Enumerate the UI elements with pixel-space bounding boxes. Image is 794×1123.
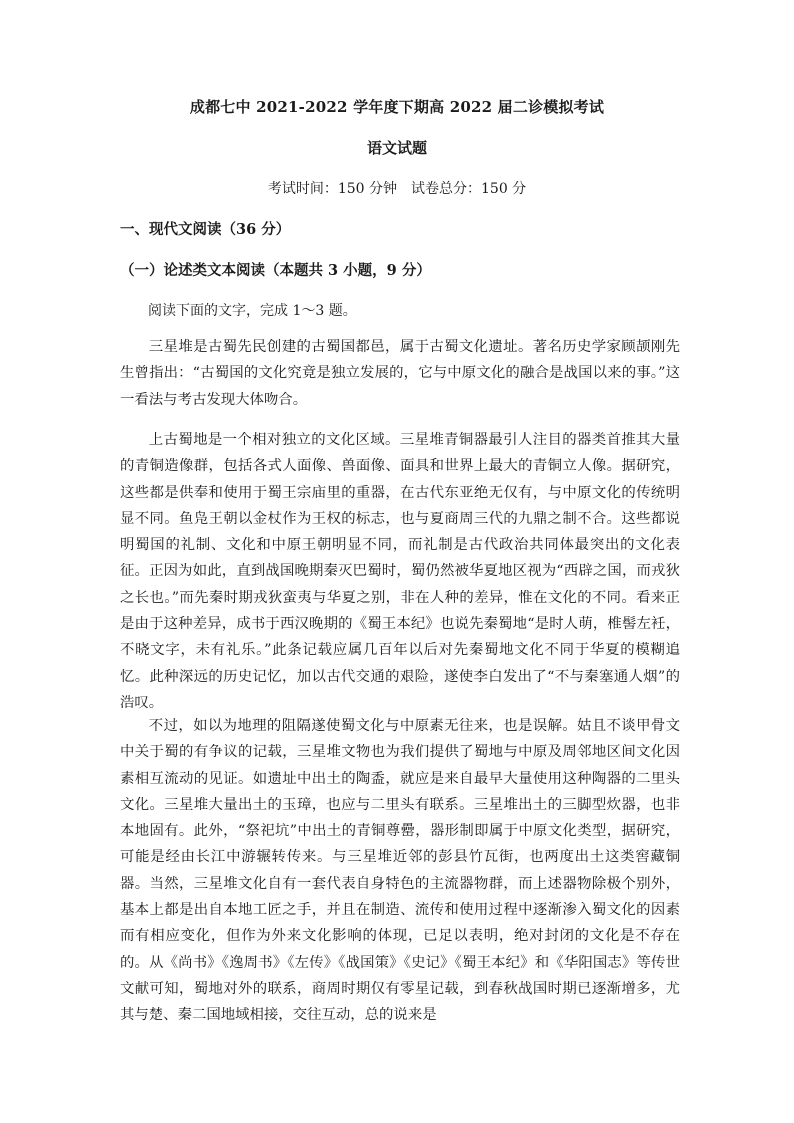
exam-info: 考试时间：150 分钟 试卷总分：150 分 bbox=[267, 181, 527, 197]
paragraph-1: 三星堆是古蜀先民创建的古蜀国都邑，属于古蜀文化遗址。著名历史学家顾颉刚先生曾指出：“古蜀国的文化究竟是独立发展的，它与中原文化的融合是战国以来的事。”这一看法与考古发现大体吻合。 bbox=[120, 339, 680, 408]
paragraph-3: 不过，如以为地理的阻隔遂使蜀文化与中原素无往来，也是误解。姑且不谈甲骨文中关于蜀的有争议的记载，三星堆文物也为我们提供了蜀地与中原及周邻地区间文化因素相互流动的见证。如遗址中出土的陶盉，就应是来自最早大量使用这种陶器的二里头文化。三星堆大量出土的玉璋，也应与二里头有联系。三星堆出土的三脚型炊器，也非本地固有。此外，“祭祀坑”中出土的青铜尊罍，器形制即属于中原文化类型，据研究，可能是经由长江中游辗转传来。与三星堆近邻的彭县竹瓦街，也两度出土这类窖藏铜器。当然，三星堆文化自有一套代表自身特色的主流器物群，而上述器物除极个别外，基本上都是出自本地工匠之手，并且在制造、流传和使用过程中逐渐渗入蜀文化的因素而有相应变化，但作为外来文化影响的体现，已足以表明，绝对封闭的文化是不存在的。从《尚书》《逸周书》《左传》《战国策》《史记》《蜀王本纪》和《华阳国志》等传世文献可知，蜀地对外的联系，商周时期仅有零星记载，到春秋战国时期已逐渐增多，尤其与楚、秦二国地域相接，交往互动，总的说来是 bbox=[120, 718, 680, 1024]
subject-title: 语文试题 bbox=[366, 139, 427, 157]
subsection-heading: （一）论述类文本阅读（本题共 3 小题，9 分） bbox=[120, 262, 431, 279]
exam-title: 成都七中 2021-2022 学年度下期高 2022 届二诊模拟考试 bbox=[189, 98, 605, 116]
reading-instruction: 阅读下面的文字，完成 1～3 题。 bbox=[148, 303, 357, 319]
section-heading: 一、现代文阅读（36 分） bbox=[120, 221, 291, 238]
paragraph-2: 上古蜀地是一个相对独立的文化区域。三星堆青铜器最引人注目的器类首推其大量的青铜造像群，包括各式人面像、兽面像、面具和世界上最大的青铜立人像。据研究，这些都是供奉和使用于蜀王宗庙里的重器，在古代东亚绝无仅有，与中原文化的传统明显不同。鱼凫王朝以金杖作为王权的标志，也与夏商周三代的九鼎之制不合。这些都说明蜀国的礼制、文化和中原王朝明显不同，而礼制是古代政治共同体最突出的文化表征。正因为如此，直到战国晚期秦灭巴蜀时，蜀仍然被华夏地区视为“西辟之国，而戎狄之长也。”而先秦时期戎狄蛮夷与华夏之别，非在人种的差异，惟在文化的不同。看来正是由于这种差异，成书于西汉晚期的《蜀王本纪》也说先秦蜀地“是时人萌，椎髻左衽，不晓文字，未有礼乐。”此条记载应属几百年以后对先秦蜀地文化不同于华夏的模糊追忆。此种深远的历史记忆，加以古代交通的艰险，遂使李白发出了“不与秦塞通人烟”的浩叹。 bbox=[120, 432, 680, 711]
